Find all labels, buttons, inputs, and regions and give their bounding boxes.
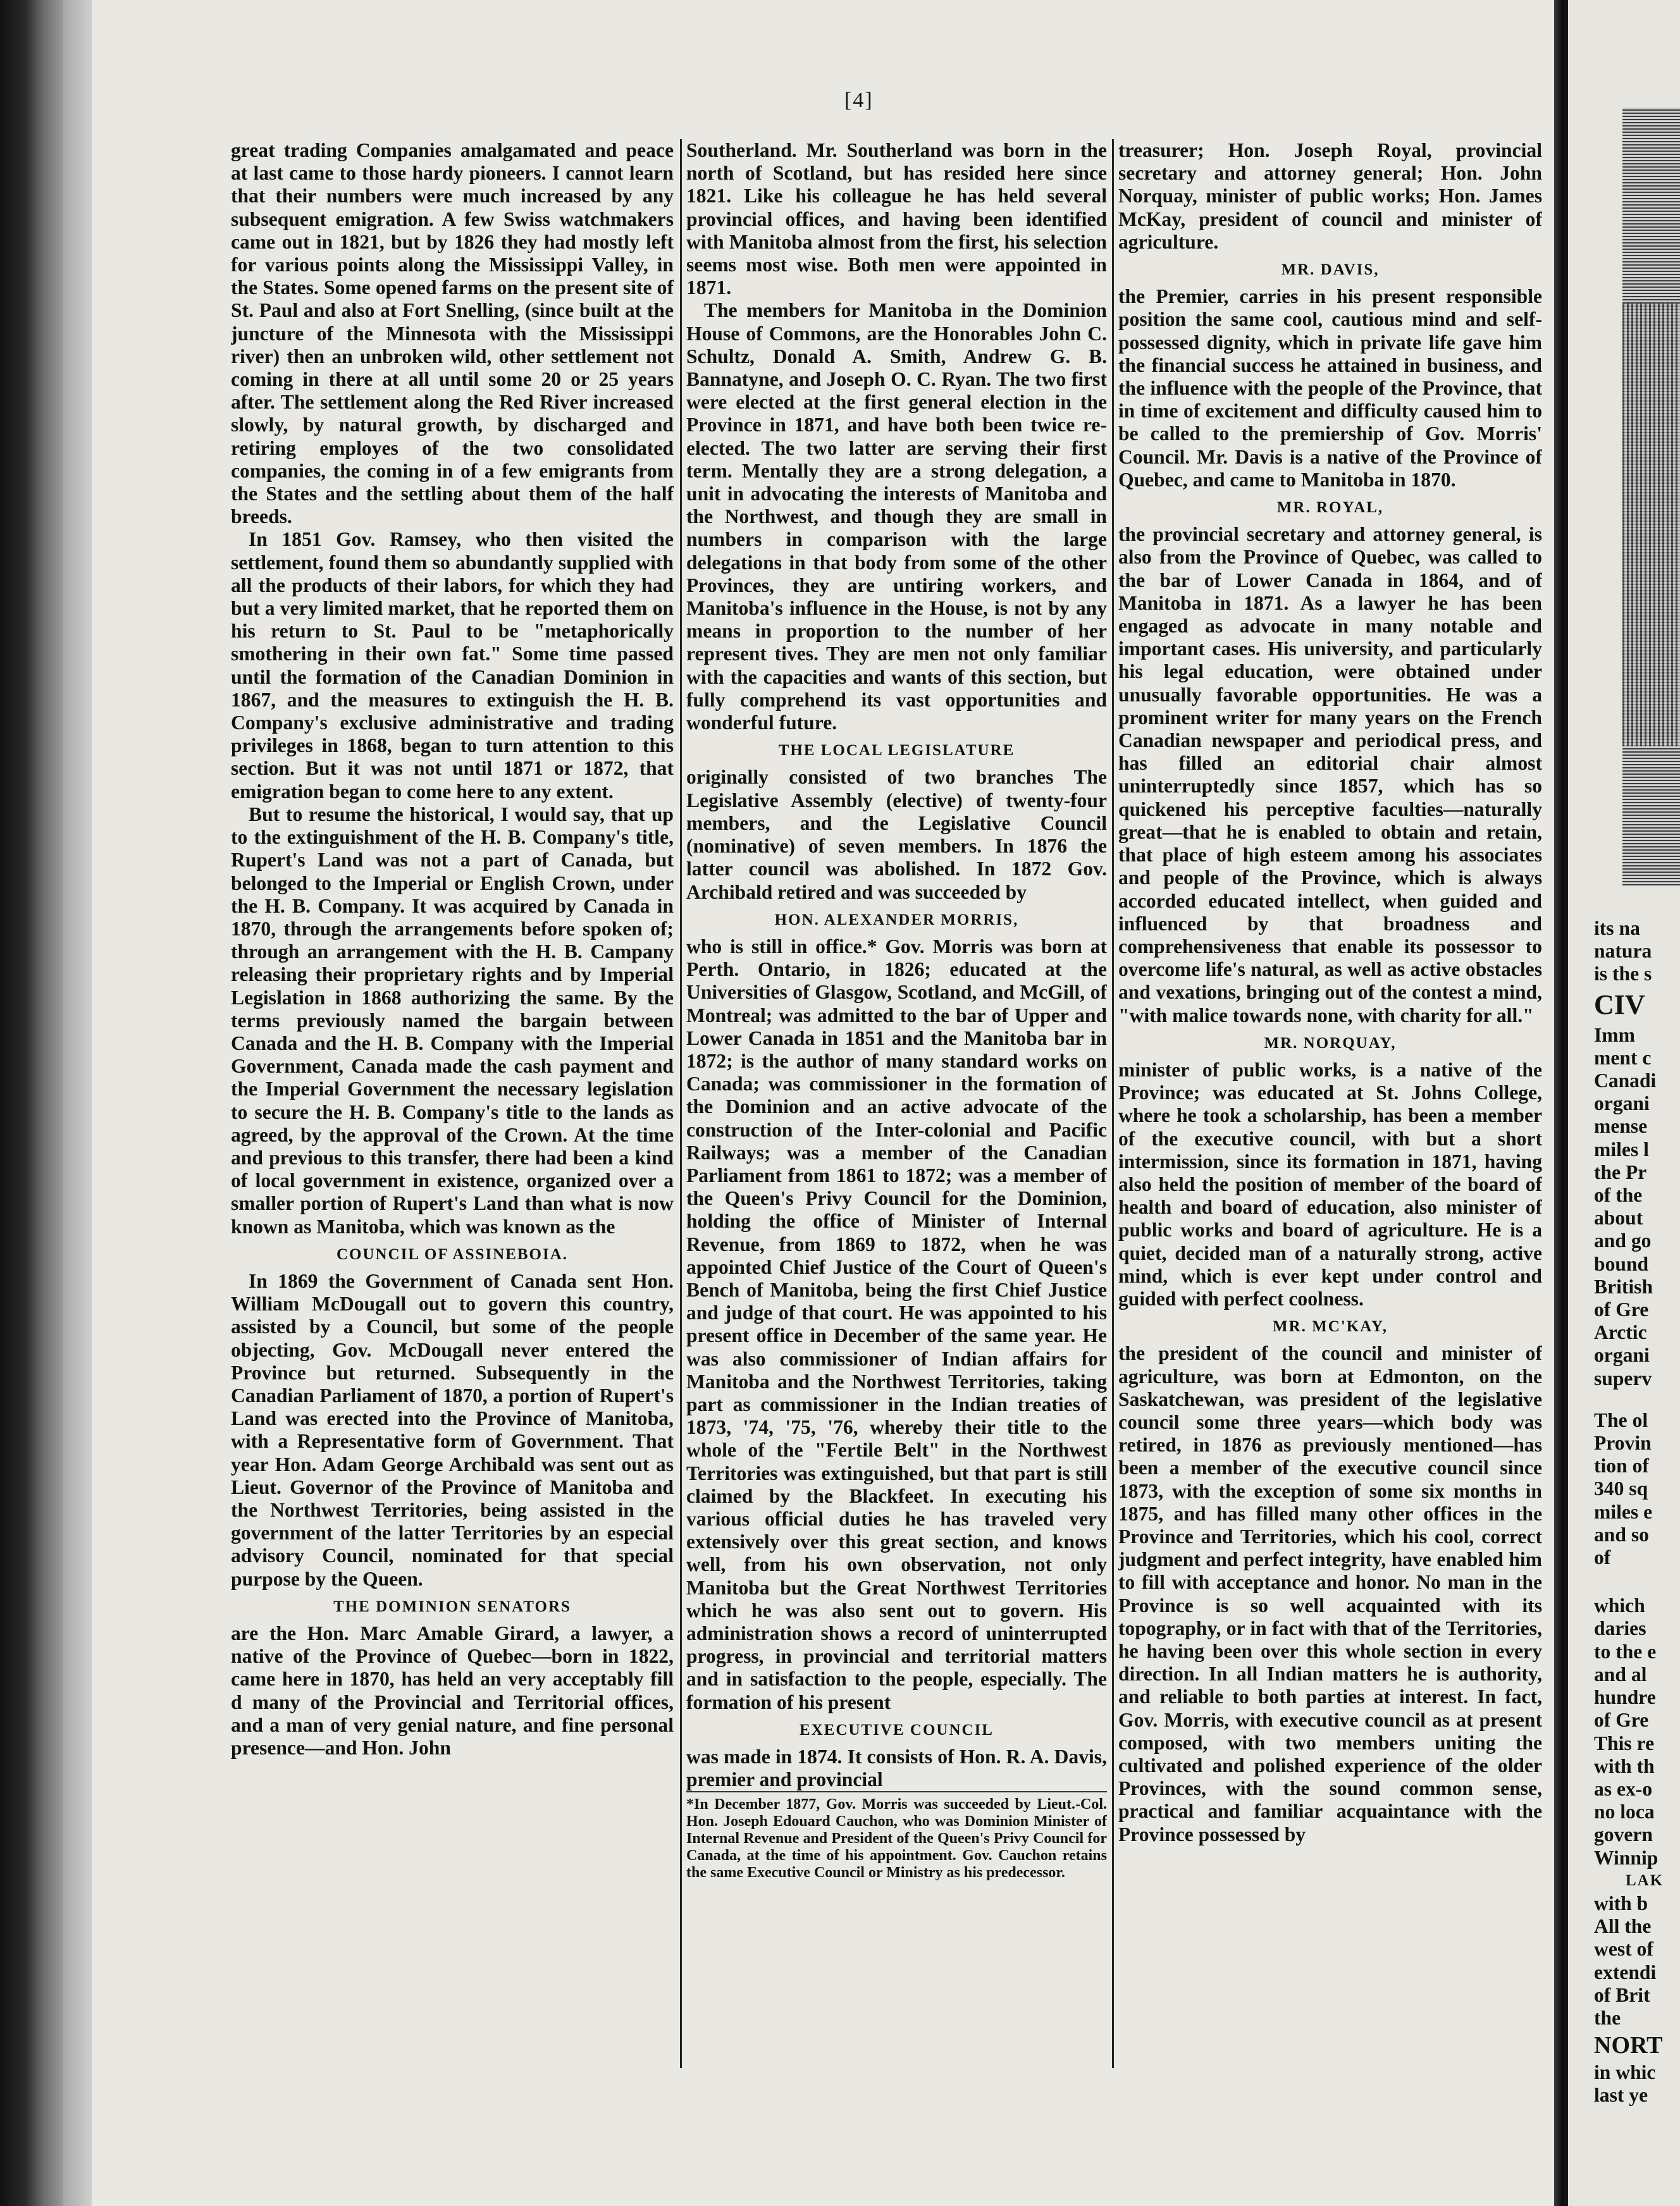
cutoff-line: about xyxy=(1594,1207,1643,1229)
cutoff-heading-nor: NORT xyxy=(1594,2032,1663,2059)
cutoff-line: Arctic xyxy=(1594,1321,1647,1344)
cutoff-line: last ye xyxy=(1594,2084,1648,2107)
footnote: *In December 1877, Gov. Morris was succeeded by Lieut.-Col. Hon. Joseph Edouard Cauchon, who was Dominion Minister of Internal Revenue and President of the Queen's Privy Council for Canada, at the time of his appointment. Gov. Cauchon retains the same Executive Council or Ministry as his predecessor. xyxy=(686,1791,1107,1882)
scan-margin-strip xyxy=(63,0,92,2206)
cutoff-line: as ex-o xyxy=(1594,1777,1653,1800)
col1-para-3: But to resume the historical, I would say, that up to the extinguishment of the H. B. Company's title, Rupert's Land was not a part of Canada, but belonged to the Imperial or English Crown, under the H. B. Company. It was acquired by Canada in 1870, through the arrangements before spoken of; through an arrangement with the H. B. Campany releasing their proprietary rights and by Imperial Legislation in 1868 authorizing the same. By the terms previously named the bargain between Canada and the H. B. Company with the Imperial Government, Canada made the cash payment and the Imperial Government the necessary legislation to secure the H. B. Company's title to the lands as agreed, by the approval of the Crown. At the time and previous to this transfer, there had been a kind of local government in existence, organized over a smaller portion of Rupert's Land than what is now known as Manitoba, which was known as the xyxy=(231,803,674,1238)
cutoff-line: and go xyxy=(1594,1229,1652,1252)
cutoff-line: bound xyxy=(1594,1252,1649,1275)
cutoff-line: in whic xyxy=(1594,2061,1656,2084)
cutoff-heading-lak: LAK xyxy=(1626,1871,1664,1889)
page-fold xyxy=(1554,0,1568,2206)
cutoff-line: organi xyxy=(1594,1344,1650,1367)
cutoff-line: to the e xyxy=(1594,1640,1657,1663)
cutoff-line: hundre xyxy=(1594,1686,1656,1709)
cutoff-line: is the s xyxy=(1594,963,1652,985)
col1-para-1: great trading Companies amalgamated and peace at last came to those hardy pioneers. I cannot learn that their numbers were much increased by any subsequent emigration. A few Swiss watchmakers came out in 1821, but by 1826 they had mostly left for various points along the Mississippi Valley, in the States. Some opened farms on the present site of St. Paul and also at Fort Snelling, (since built at the juncture of the Minnesota with the Mississippi river) then an unbroken wild, other settlement not coming in there at all until some 20 or 25 years after. The settlement along the Red River increased slowly, by natural growth, by discharged and retiring employes of the two consolidated companies, the coming in of a few emigrants from the States and the settling about them of the half breeds. xyxy=(231,139,674,528)
cutoff-line: All the xyxy=(1594,1915,1652,1938)
cutoff-line: natura xyxy=(1594,940,1652,963)
cutoff-line: and so xyxy=(1594,1523,1649,1546)
heading-mr-mckay: MR. MC'KAY, xyxy=(1273,1318,1388,1336)
cutoff-line: of xyxy=(1594,1546,1611,1569)
cutoff-line: 340 sq xyxy=(1594,1477,1648,1500)
cutoff-line: no loca xyxy=(1594,1801,1655,1823)
cutoff-line: miles l xyxy=(1594,1138,1649,1161)
cutoff-heading: CIV xyxy=(1594,989,1645,1020)
cutoff-line: Canadi xyxy=(1594,1069,1657,1092)
cutoff-line: ment c xyxy=(1594,1046,1652,1069)
cutoff-line: with th xyxy=(1594,1754,1655,1777)
column-2 xyxy=(686,139,1107,2188)
cutoff-line: The ol xyxy=(1594,1408,1648,1431)
col2-para-1: Southerland. Mr. Southerland was born in the north of Scotland, but has resided here since 1821. Like his colleague he has held several provincial offices, and having been identified with Manitoba almost from the first, his selection seems most wise. Both men were appointed in 1871. xyxy=(686,139,1107,299)
col2-para-2: The members for Manitoba in the Dominion House of Commons, are the Honorables John C. Schultz, Donald A. Smith, Andrew G. B. Bannatyne, and Joseph O. C. Ryan. The two first were elected at the first general election in the Province in 1871, and have both been twice re-elected. The two latter are serving their first term. Mentally they are a strong delegation, a unit in advocating the interests of Manitoba and the Northwest, and though they are small in numbers in comparison with the large delegations in that body from some of the other Provinces, they are untiring workers, and Manitoba's influence in the House, is not by any means in proportion to the number of her represent tives. They are men not only familiar with the capacities and wants of this section, but fully comprehend its vast opportunities and wonderful future. xyxy=(686,299,1107,734)
cutoff-line: west of xyxy=(1594,1938,1653,1961)
col2-para-4: who is still in office.* Gov. Morris was born at Perth. Ontario, in 1826; educated at the Universities of Glasgow, Scotland, and McGill, of Montreal; was admitted to the bar of Upper and Lower Canada in 1851 and the Manitoba bar in 1872; is the author of many standard works on Canada; was commissioner in the formation of the Dominion and an active advocate of the construction of the Inter-colonial and Pacific Railways; was a member of the Canadian Parliament from 1861 to 1872; was a member of the Queen's Privy Council for the Dominion, holding the office of Minister of Internal Revenue, from 1869 to 1872, when he was appointed Chief Justice of the Court of Queen's Bench of Manitoba, being the first Chief Justice and judge of that court. He was appointed to his present office in December of the same year. He was also commissioner of Indian affairs for Manitoba and the Northwest Territories, taking part as commissioner in the Indian treaties of 1873, '74, '75, '76, whereby their title to the whole of the "Fertile Belt" in the Northwest Territories was extinguished, but that part is still claimed by the Blackfeet. In executing his various official duties he has traveled very extensively over this great section, and knows well, from his own observation, not only Manitoba but the Great Northwest Territories which he was also sent out to govern. His administration shows a record of uninterrupted progress, in provincial and territorial matters and in satisfaction to the people, especially. The formation of his present xyxy=(686,935,1107,1713)
cutoff-line: This re xyxy=(1594,1732,1655,1754)
col1-para-5: are the Hon. Marc Amable Girard, a lawyer, a native of the Province of Quebec—born in 1822, came here in 1870, has held an very acceptably fill d many of the Provincial and Territorial offices, and a man of very genial nature, and fine personal presence—and Hon. John xyxy=(231,1622,674,1759)
heading-executive-council: EXECUTIVE COUNCIL xyxy=(800,1721,994,1739)
heading-dominion-senators: THE DOMINION SENATORS xyxy=(333,1598,571,1615)
col2-para-5: was made in 1874. It consists of Hon. R. A. Davis, premier and provincial xyxy=(686,1746,1107,1791)
cutoff-line: the xyxy=(1594,2006,1621,2029)
cutoff-text-top xyxy=(1594,917,1680,2107)
col1-para-2: In 1851 Gov. Ramsey, who then visited the settlement, found them so abundantly supplied with all the products of their labors, for which they had but a very limited market, that he reported them on his return to St. Paul to be "metaphorically smothering in their own fat." Some time passed until the formation of the Canadian Dominion in 1867, and the measures to extinguish the H. B. Company's exclusive administrative and trading privileges in 1868, began to turn attention to this section. But it was not until 1871 or 1872, that emigration began to come here to any extent. xyxy=(231,528,674,803)
heading-mr-davis: MR. DAVIS, xyxy=(1281,261,1380,279)
cutoff-line: Winnip xyxy=(1594,1846,1658,1869)
cutoff-line: Provin xyxy=(1594,1432,1652,1455)
cutoff-line: and al xyxy=(1594,1663,1647,1685)
cutoff-line: of Gre xyxy=(1594,1709,1649,1732)
column-1 xyxy=(231,139,674,2188)
heading-alexander-morris: HON. ALEXANDER MORRIS, xyxy=(774,911,1019,928)
col3-para-0: treasurer; Hon. Joseph Royal, provincial secretary and attorney general; Hon. John Norquay, minister of public works; Hon. James McKay, president of council and minister of agriculture. xyxy=(1118,139,1542,253)
cutoff-line: tion of xyxy=(1594,1455,1649,1477)
heading-mr-royal: MR. ROYAL, xyxy=(1276,499,1384,517)
cutoff-line: the Pr xyxy=(1594,1161,1647,1183)
engraving-detail xyxy=(1622,304,1680,746)
cutoff-line: superv xyxy=(1594,1367,1652,1390)
cutoff-line: Imm xyxy=(1594,1023,1635,1046)
cutoff-line: its na xyxy=(1594,917,1640,939)
col1-para-4: In 1869 the Government of Canada sent Hon. William McDougall out to govern this country, assisted by a Council, but some of the people objecting, Gov. McDougall never entered the Province but returned. Subsequently in the Canadian Parliament of 1870, a portion of Rupert's Land was erected into the Province of Manitoba, with a Representative form of Government. That year Hon. Adam George Archibald was sent out as Lieut. Governor of the Province of Manitoba and the Northwest Territories, being assisted in the government of the latter Territories by an especial advisory Council, nominated for that special purpose by the Queen. xyxy=(231,1269,674,1590)
cutoff-line: of the xyxy=(1594,1184,1643,1207)
column-rule-1 xyxy=(680,139,682,2068)
cutoff-line: of Brit xyxy=(1594,1983,1650,2006)
scan-left-edge xyxy=(0,0,63,2206)
col3-para-1: the Premier, carries in his present responsible position the same cool, cautious mind and self-possessed dignity, which in private life gave him the financial success he attained in business, and the influence with the people of the Province, that in time of excitement and difficulty caused him to be called to the premiership of Gov. Morris' Council. Mr. Davis is a native of the Province of Quebec, and came to Manitoba in 1870. xyxy=(1118,285,1542,491)
col3-para-3: minister of public works, is a native of the Province; was educated at St. Johns College, where he took a scholarship, has been a member of the executive council, with but a short intermission, since its formation in 1871, having also held the position of member of the board of health and board of education, also minister of public works and board of agriculture. He is a quiet, decided man of a naturally strong, active mind, which is ever kept under control and guided with perfect coolness. xyxy=(1118,1058,1542,1310)
cutoff-line: extendi xyxy=(1594,1961,1657,1983)
cutoff-line: of Gre xyxy=(1594,1298,1649,1321)
cutoff-line: miles e xyxy=(1594,1500,1653,1523)
cutoff-line: organi xyxy=(1594,1092,1650,1115)
column-3 xyxy=(1118,139,1542,2188)
page-number: [4] xyxy=(844,89,874,112)
cutoff-line: British xyxy=(1594,1275,1653,1298)
cutoff-line: mense xyxy=(1594,1115,1648,1138)
cutoff-line: which xyxy=(1594,1594,1645,1617)
cutoff-line: govern xyxy=(1594,1823,1653,1846)
cutoff-line: with b xyxy=(1594,1892,1648,1914)
heading-mr-norquay: MR. NORQUAY, xyxy=(1264,1034,1397,1052)
heading-local-legislature: THE LOCAL LEGISLATURE xyxy=(778,742,1015,760)
cutoff-line: daries xyxy=(1594,1617,1646,1640)
col3-para-2: the provincial secretary and attorney general, is also from the Province of Quebec, was called to the bar of Lower Canada in 1864, and of Manitoba in 1871. As a lawyer he has been engaged as advocate in many notable and important cases. His university, and particularly his legal education, were obtained under unusually favorable opportunities. He was a prominent writer for many years on the French Canadian newspaper and periodical press, and has filled an editorial chair almost uninterruptedly since 1857, which has so quickened his perceptive faculties—naturally great—that he is enabled to obtain and retain, that place of high esteem among his associates and people of the Province, which is always accorded educated intellect, when guided and influenced by that broadness and comprehensiveness that enable its possessor to overcome life's natural, as well as active obstacles and vexations, bringing out of the contest a mind, "with malice towards none, with charity for all." xyxy=(1118,523,1542,1026)
col3-para-4: the president of the council and minister of agriculture, was born at Edmonton, on the Saskatchewan, was president of the legislative council some three years—which body was retired, in 1876 as previously mentioned—has been a member of the executive council since 1873, with the exception of some six months in 1875, and has filled many other offices in the Province and Territories, which his cool, correct judgment and perfect integrity, have enabled him to fill with acceptance and honor. No man in the Province is so well acquainted with its topography, or in fact with that of the Territories, he having been over this whole section in every direction. In all Indian matters he is authority, and reliable to both parties at interest. In fact, Gov. Morris, with executive council as at present composed, with two members uniting the cultivated and polished experience of the older Provinces, with the sound common sense, practical and familiar acquaintance with the Province possessed by xyxy=(1118,1342,1542,1846)
col2-para-3: originally consisted of two branches The Legislative Assembly (elective) of twenty-four members, and the Legislative Council (nominative) of seven members. In 1876 the latter council was abolished. In 1872 Gov. Archibald retired and was succeeded by xyxy=(686,766,1107,903)
column-rule-2 xyxy=(1112,139,1114,2068)
heading-council-of-assineboia: COUNCIL OF ASSINEBOIA. xyxy=(336,1245,569,1263)
